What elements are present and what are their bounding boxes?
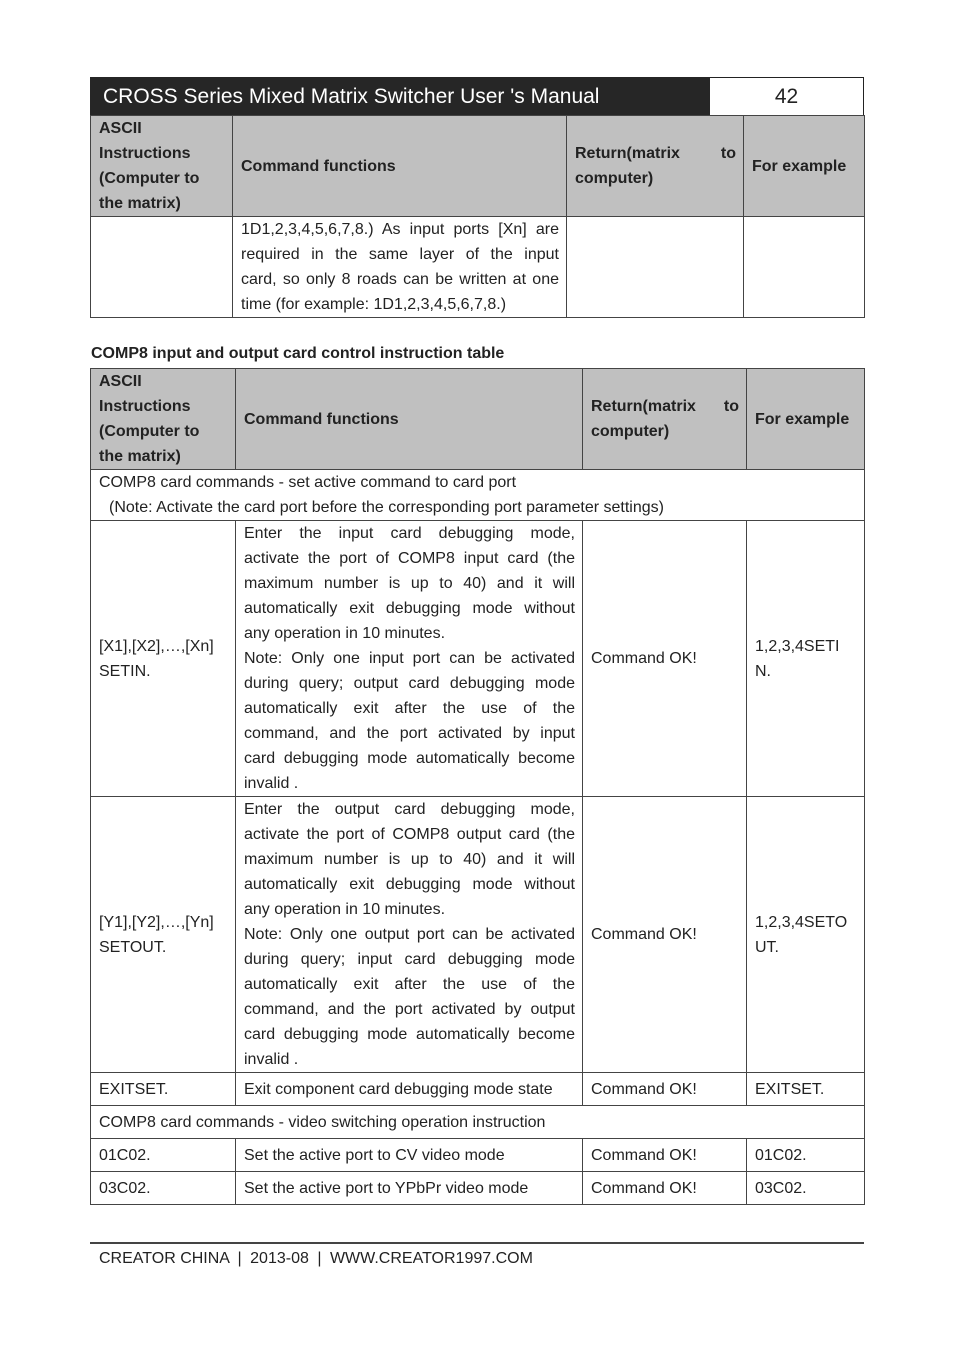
header-ascii: ASCII Instructions (Computer to the matrix) [91,369,236,470]
header-example: For example [744,116,865,217]
table-row [91,1139,865,1172]
manual-title: CROSS Series Mixed Matrix Switcher User 's Manual [90,77,710,116]
cell-command: EXITSET. [91,1073,236,1106]
cell-example: 1,2,3,4SETO UT. [747,797,865,1073]
footer-separator: | [317,1250,322,1267]
cell-function: Enter the output card debugging mode, activate the port of COMP8 output card (the maximum number is up to 40) and it will automatically exit debugging mode without any operation in 10 minutes. Note: Only one output port can be activated during query; input card debugging mode automatically exit after the use of the command, and the port activated by output card debugging mode automatically become invalid . [236,797,583,1073]
cell-function: Set the active port to YPbPr video mode [236,1172,583,1205]
cell-return: Command OK! [583,1073,747,1106]
table-row [91,1172,865,1205]
footer-company: CREATOR CHINA [99,1250,230,1267]
cell-return: Command OK! [583,1172,747,1205]
cell-example [744,217,865,318]
table-row [91,217,865,318]
cell-command [91,217,233,318]
table-row [91,1073,865,1106]
cell-example: 03C02. [747,1172,865,1205]
cell-return: Command OK! [583,797,747,1073]
table-row [91,797,865,1073]
cell-command: 03C02. [91,1172,236,1205]
cell-command: 01C02. [91,1139,236,1172]
page-header [90,77,864,116]
cell-return [567,217,744,318]
header-ascii: ASCII Instructions (Computer to the matrix) [91,116,233,217]
cell-example: EXITSET. [747,1073,865,1106]
group-heading: COMP8 card commands - video switching operation instruction [91,1106,865,1139]
group-heading: COMP8 card commands - set active command to card port (Note: Activate the card port before the corresponding port parameter settings) [91,470,865,521]
header-functions: Command functions [233,116,567,217]
header-example: For example [747,369,865,470]
footer-divider [90,1242,864,1244]
cell-return: Command OK! [583,1139,747,1172]
table-header-row [91,369,865,470]
cell-function: Enter the input card debugging mode, activate the port of COMP8 input card (the maximum number is up to 40) and it will automatically exit debugging mode without any operation in 10 minutes. Note: Only one input port can be activated during query; output card debugging mode automatically exit after the use of the command, and the port activated by input card debugging mode automatically become invalid . [236,521,583,797]
command-table-continued [90,115,865,318]
cell-command: [X1],[X2],…,[Xn] SETIN. [91,521,236,797]
comp8-command-table [90,368,865,1205]
page-number: 42 [710,77,864,116]
cell-example: 1,2,3,4SETI N. [747,521,865,797]
page-footer [99,1250,533,1268]
cell-function: 1D1,2,3,4,5,6,7,8.) As input ports [Xn] are required in the same layer of the input card, so only 8 roads can be written at one time (for example: 1D1,2,3,4,5,6,7,8.) [233,217,567,318]
cell-function: Exit component card debugging mode state [236,1073,583,1106]
cell-function: Set the active port to CV video mode [236,1139,583,1172]
footer-website: WWW.CREATOR1997.COM [329,1250,533,1267]
cell-example: 01C02. [747,1139,865,1172]
footer-date: 2013-08 [250,1250,309,1267]
section-title: COMP8 input and output card control instruction table [91,345,505,362]
header-return: Return(matrix to computer) [567,116,744,217]
table-row [91,521,865,797]
table-header-row [91,116,865,217]
cell-return: Command OK! [583,521,747,797]
header-functions: Command functions [236,369,583,470]
group-row [91,1106,865,1139]
group-row [91,470,865,521]
header-return: Return(matrix to computer) [583,369,747,470]
cell-command: [Y1],[Y2],…,[Yn] SETOUT. [91,797,236,1073]
footer-separator: | [237,1250,242,1267]
